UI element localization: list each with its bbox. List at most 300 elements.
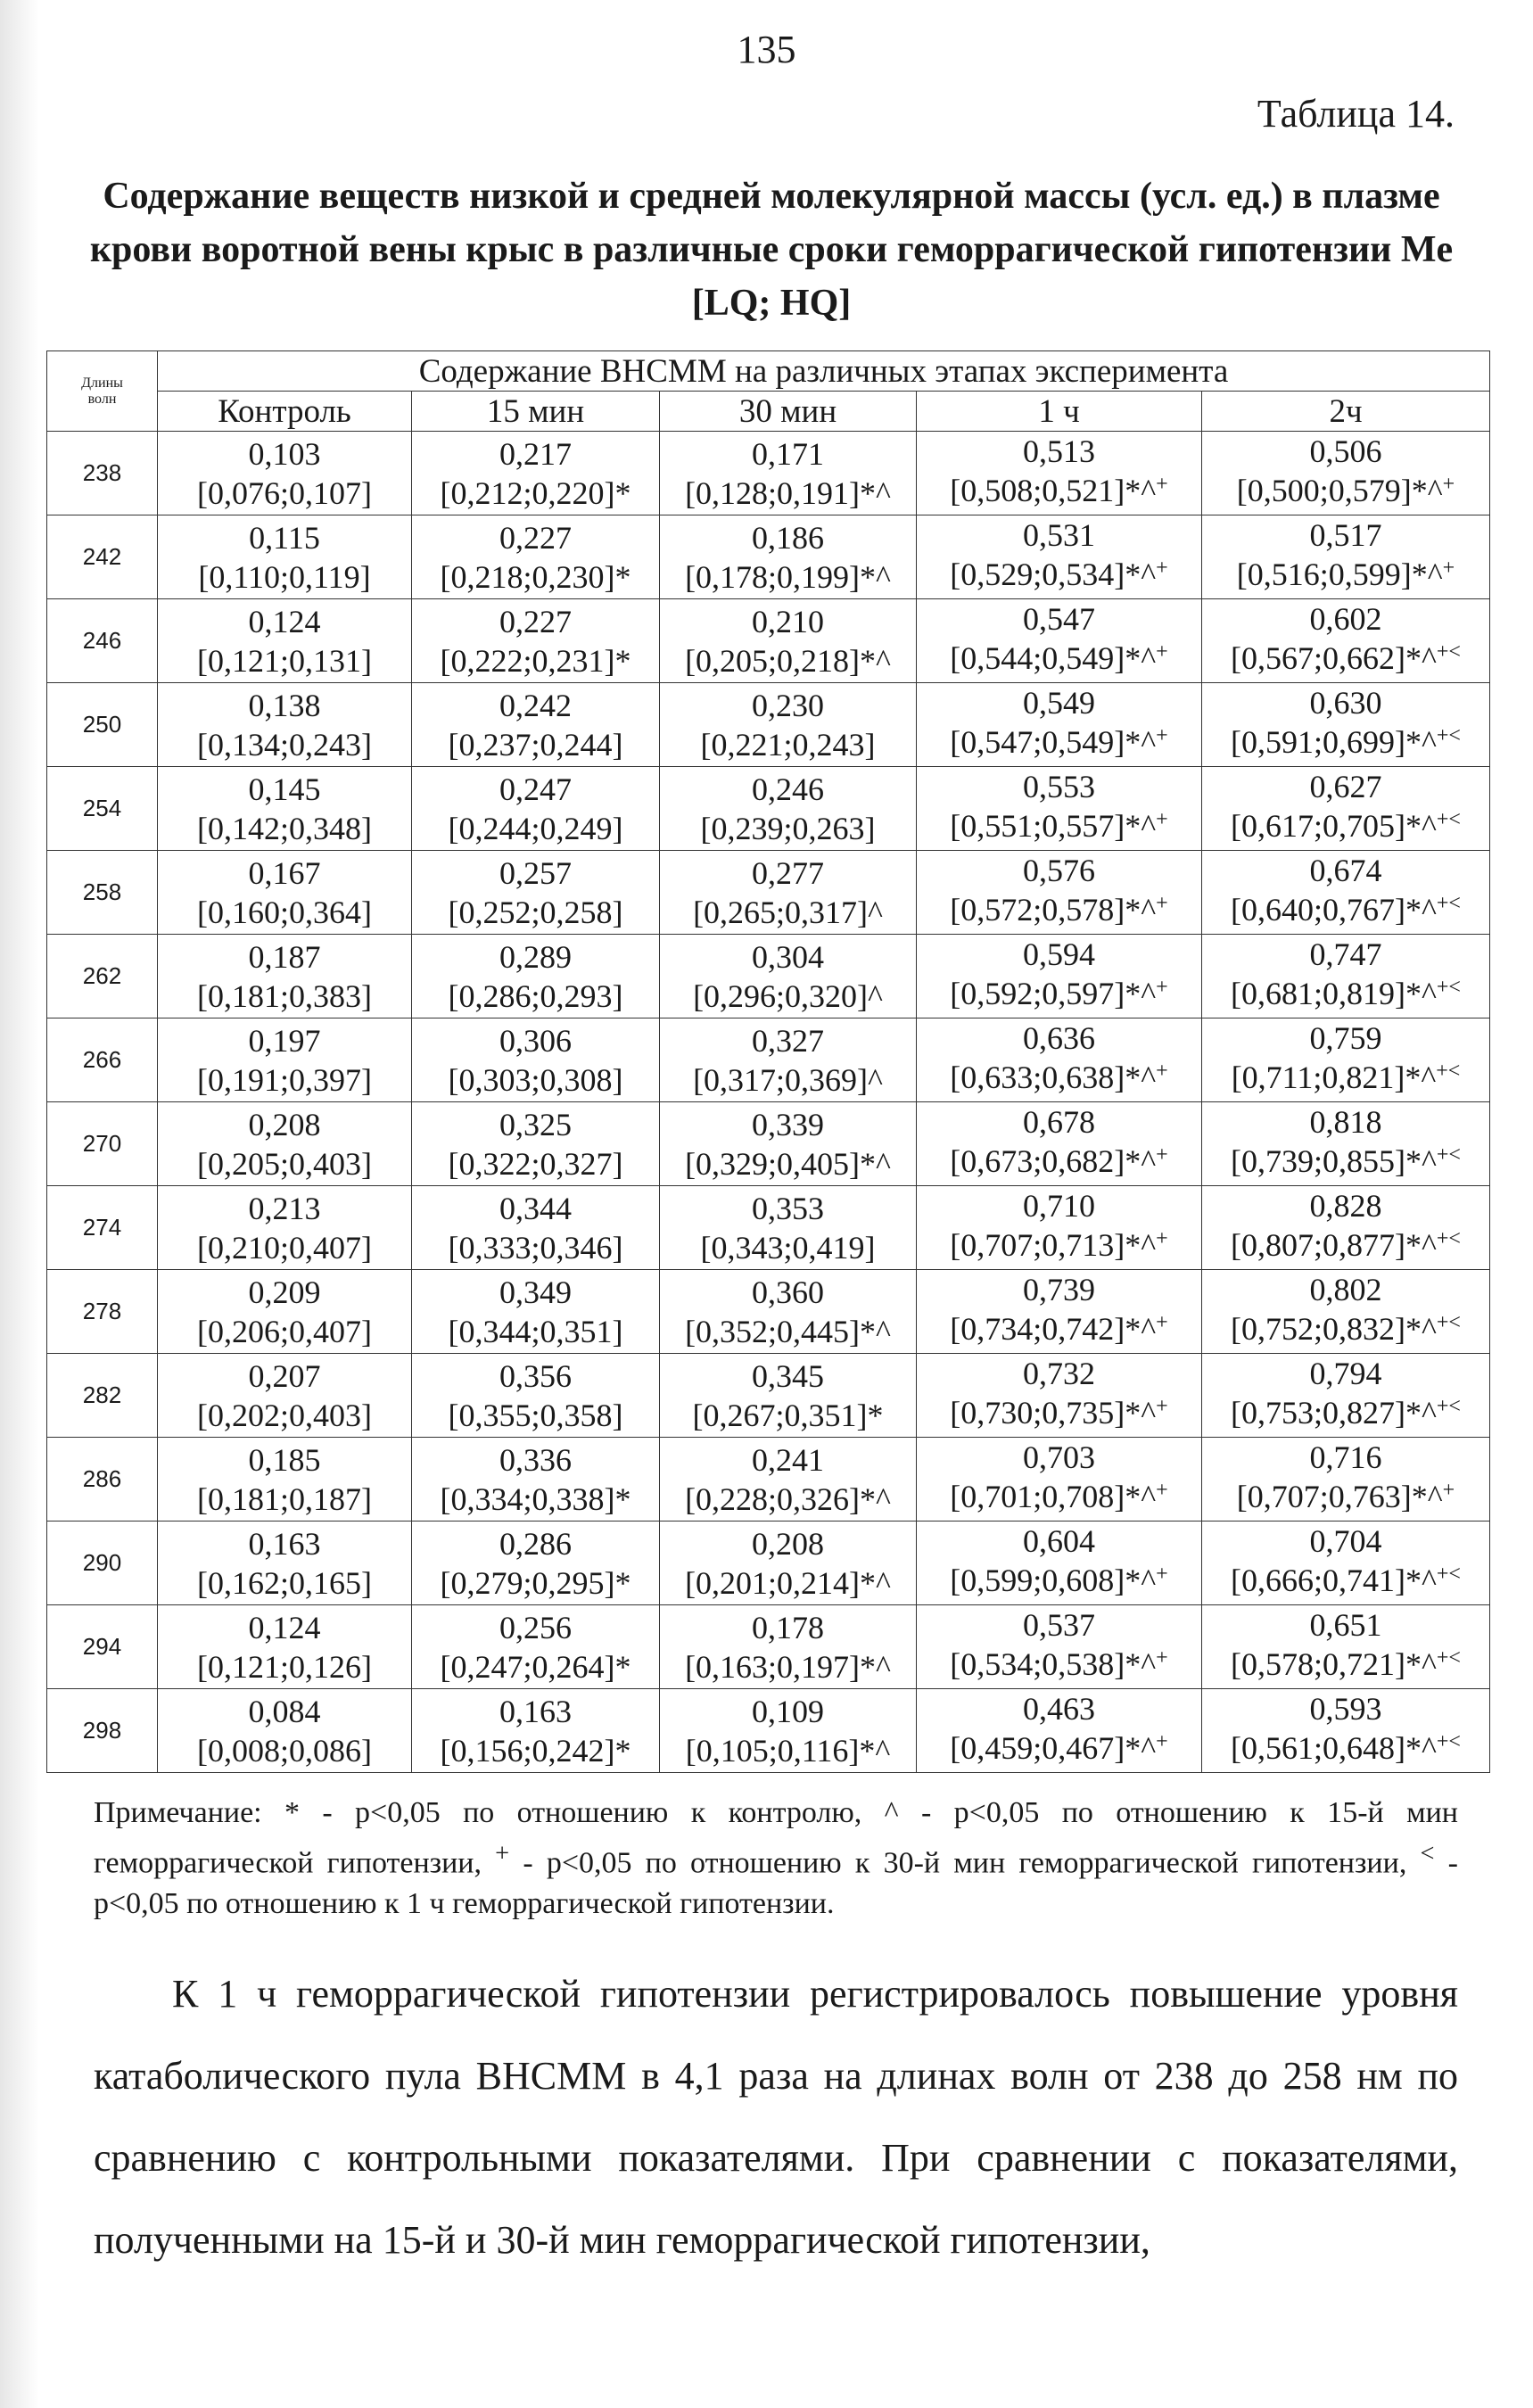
quartile-range-text: [0,701;0,708]*^ bbox=[950, 1479, 1157, 1514]
median-value: 0,704 bbox=[1309, 1523, 1382, 1559]
body-paragraph: К 1 ч геморрагической гипотензии регистрировалось повышение уровня катаболического пула ВНСММ в 4,1 раза на длинах волн от 238 до 258 нм по сравнению с контрольными показателями. При сравнении с показателями, полученными на 15-й и 30-й мин геморрагической гипотензии, bbox=[94, 1972, 1458, 2262]
median-value: 0,537 bbox=[1023, 1607, 1095, 1643]
quartile-range-text: [0,681;0,819]*^ bbox=[1231, 976, 1437, 1011]
median-value: 0,802 bbox=[1309, 1272, 1382, 1307]
median-value: 0,576 bbox=[1023, 853, 1095, 888]
column-header-1h: 1 ч bbox=[917, 392, 1202, 432]
table-row bbox=[47, 1102, 1490, 1186]
value-cell bbox=[1202, 1438, 1490, 1521]
quartile-range bbox=[1202, 722, 1489, 766]
wavelength-cell: 274 bbox=[47, 1186, 158, 1270]
value-cell bbox=[412, 1354, 660, 1438]
column-header-control: Контроль bbox=[158, 392, 412, 432]
quartile-range-text: [0,252;0,258] bbox=[448, 894, 623, 930]
value-cell bbox=[1202, 1018, 1490, 1102]
median-value: 0,594 bbox=[1023, 936, 1095, 972]
median-value: 0,678 bbox=[1023, 1104, 1095, 1140]
value-cell bbox=[412, 1438, 660, 1521]
value-cell bbox=[1202, 1689, 1490, 1773]
value-cell bbox=[660, 851, 917, 935]
median-value: 0,217 bbox=[499, 435, 572, 472]
data-table bbox=[46, 350, 1490, 1773]
quartile-range-text: [0,121;0,131] bbox=[197, 642, 372, 679]
table-note bbox=[94, 1793, 1458, 1925]
quartile-range-text: [0,237;0,244] bbox=[448, 726, 623, 763]
quartile-range bbox=[1202, 471, 1489, 515]
median-value: 0,794 bbox=[1309, 1356, 1382, 1391]
value-cell bbox=[412, 1270, 660, 1354]
median-value: 0,227 bbox=[499, 519, 572, 556]
value-cell bbox=[412, 683, 660, 767]
value-cell bbox=[158, 1102, 412, 1186]
median-value: 0,103 bbox=[248, 435, 321, 472]
quartile-range bbox=[1202, 1645, 1489, 1688]
median-value: 0,513 bbox=[1023, 433, 1095, 469]
significance-marker: +< bbox=[1436, 1143, 1461, 1167]
note-text-3: - р<0,05 по отношению к 1 ч геморрагической гипотензии. bbox=[94, 1846, 1458, 1921]
value-cell bbox=[1202, 1354, 1490, 1438]
quartile-range bbox=[917, 1058, 1201, 1101]
median-value: 0,345 bbox=[752, 1357, 824, 1394]
significance-marker: + bbox=[1156, 1730, 1168, 1753]
note-sup-plus: + bbox=[495, 1840, 510, 1868]
quartile-range-text: [0,547;0,549]*^ bbox=[950, 724, 1157, 760]
value-cell bbox=[917, 515, 1202, 599]
quartile-range-text: [0,508;0,521]*^ bbox=[950, 473, 1157, 508]
value-cell bbox=[917, 1438, 1202, 1521]
quartile-range-text: [0,807;0,877]*^ bbox=[1231, 1227, 1437, 1263]
quartile-range bbox=[412, 1480, 659, 1519]
quartile-range bbox=[660, 1060, 916, 1100]
table-row bbox=[47, 1521, 1490, 1605]
quartile-range-text: [0,711;0,821]*^ bbox=[1231, 1060, 1437, 1095]
significance-marker: + bbox=[1156, 1227, 1168, 1250]
quartile-range-text: [0,500;0,579]*^ bbox=[1236, 473, 1443, 508]
quartile-range-text: [0,666;0,741]*^ bbox=[1231, 1563, 1437, 1598]
quartile-range bbox=[917, 1728, 1201, 1772]
quartile-range bbox=[660, 1480, 916, 1519]
quartile-range-text: [0,228;0,326]*^ bbox=[685, 1480, 891, 1517]
quartile-range-text: [0,244;0,249] bbox=[448, 810, 623, 846]
quartile-range bbox=[158, 1228, 411, 1267]
wavelength-cell: 290 bbox=[47, 1521, 158, 1605]
value-cell bbox=[1202, 599, 1490, 683]
value-cell bbox=[917, 1354, 1202, 1438]
quartile-range bbox=[660, 557, 916, 597]
median-value: 0,124 bbox=[248, 603, 321, 639]
quartile-range bbox=[1202, 555, 1489, 598]
median-value: 0,163 bbox=[248, 1525, 321, 1562]
value-cell bbox=[158, 599, 412, 683]
median-value: 0,207 bbox=[248, 1357, 321, 1394]
quartile-range-text: [0,707;0,713]*^ bbox=[950, 1227, 1157, 1263]
quartile-range-text: [0,516;0,599]*^ bbox=[1236, 557, 1443, 592]
median-value: 0,213 bbox=[248, 1190, 321, 1226]
significance-marker: + bbox=[1156, 640, 1168, 664]
wavelength-cell: 242 bbox=[47, 515, 158, 599]
quartile-range-text: [0,142;0,348] bbox=[197, 810, 372, 846]
quartile-range bbox=[917, 1477, 1201, 1521]
value-cell bbox=[660, 1521, 917, 1605]
significance-marker: + bbox=[1156, 892, 1168, 915]
median-value: 0,246 bbox=[752, 771, 824, 807]
median-value: 0,327 bbox=[752, 1022, 824, 1059]
quartile-range-text: [0,617;0,705]*^ bbox=[1231, 808, 1437, 844]
quartile-range bbox=[660, 1731, 916, 1770]
significance-marker: + bbox=[1156, 1646, 1168, 1670]
wavelength-cell: 250 bbox=[47, 683, 158, 767]
quartile-range-text: [0,239;0,263] bbox=[700, 810, 876, 846]
quartile-range bbox=[158, 725, 411, 764]
quartile-range bbox=[158, 893, 411, 932]
quartile-range bbox=[1202, 1561, 1489, 1604]
quartile-range-text: [0,633;0,638]*^ bbox=[950, 1060, 1157, 1095]
median-value: 0,084 bbox=[248, 1693, 321, 1729]
significance-marker: +< bbox=[1436, 1311, 1461, 1334]
quartile-range bbox=[158, 1563, 411, 1603]
value-cell bbox=[917, 1689, 1202, 1773]
median-value: 0,178 bbox=[752, 1609, 824, 1645]
significance-marker: +< bbox=[1436, 976, 1461, 999]
value-cell bbox=[917, 1102, 1202, 1186]
median-value: 0,732 bbox=[1023, 1356, 1095, 1391]
median-value: 0,286 bbox=[499, 1525, 572, 1562]
median-value: 0,710 bbox=[1023, 1188, 1095, 1224]
quartile-range-text: [0,673;0,682]*^ bbox=[950, 1143, 1157, 1179]
table-row bbox=[47, 767, 1490, 851]
quartile-range-text: [0,247;0,264]* bbox=[440, 1648, 631, 1685]
quartile-range-text: [0,218;0,230]* bbox=[440, 558, 631, 595]
table-row bbox=[47, 935, 1490, 1018]
significance-marker: + bbox=[1442, 1479, 1455, 1502]
value-cell bbox=[158, 1521, 412, 1605]
quartile-range-text: [0,561;0,648]*^ bbox=[1231, 1730, 1437, 1766]
table-label: Таблица 14. bbox=[1257, 92, 1455, 136]
value-cell bbox=[158, 432, 412, 515]
quartile-range-text: [0,163;0,197]*^ bbox=[685, 1648, 891, 1685]
quartile-range bbox=[158, 1396, 411, 1435]
median-value: 0,138 bbox=[248, 687, 321, 723]
median-value: 0,547 bbox=[1023, 601, 1095, 637]
quartile-range-text: [0,181;0,383] bbox=[197, 977, 372, 1014]
median-value: 0,209 bbox=[248, 1274, 321, 1310]
value-cell bbox=[917, 851, 1202, 935]
value-cell bbox=[660, 1102, 917, 1186]
value-cell bbox=[660, 1354, 917, 1438]
quartile-range-text: [0,572;0,578]*^ bbox=[950, 892, 1157, 928]
value-cell bbox=[917, 599, 1202, 683]
quartile-range bbox=[917, 1142, 1201, 1185]
group-header: Содержание ВНСММ на различных этапах эксперимента bbox=[158, 351, 1490, 392]
significance-marker: + bbox=[1442, 473, 1455, 496]
quartile-range bbox=[1202, 639, 1489, 682]
quartile-range-text: [0,329;0,405]*^ bbox=[685, 1145, 891, 1182]
significance-marker: +< bbox=[1436, 1060, 1461, 1083]
value-cell bbox=[660, 767, 917, 851]
significance-marker: +< bbox=[1436, 808, 1461, 831]
value-cell bbox=[660, 599, 917, 683]
quartile-range bbox=[1202, 1142, 1489, 1185]
quartile-range bbox=[412, 1647, 659, 1686]
quartile-range-text: [0,551;0,557]*^ bbox=[950, 808, 1157, 844]
median-value: 0,242 bbox=[499, 687, 572, 723]
median-value: 0,167 bbox=[248, 854, 321, 891]
median-value: 0,630 bbox=[1309, 685, 1382, 721]
median-value: 0,289 bbox=[499, 938, 572, 975]
table-row bbox=[47, 599, 1490, 683]
quartile-range bbox=[917, 806, 1201, 850]
quartile-range-text: [0,459;0,467]*^ bbox=[950, 1730, 1157, 1766]
quartile-range-text: [0,156;0,242]* bbox=[440, 1732, 631, 1769]
wavelength-cell: 278 bbox=[47, 1270, 158, 1354]
value-cell bbox=[412, 1102, 660, 1186]
value-cell bbox=[158, 851, 412, 935]
median-value: 0,651 bbox=[1309, 1607, 1382, 1643]
table-row bbox=[47, 432, 1490, 515]
significance-marker: + bbox=[1156, 724, 1168, 747]
wavelength-cell: 282 bbox=[47, 1354, 158, 1438]
median-value: 0,360 bbox=[752, 1274, 824, 1310]
median-value: 0,256 bbox=[499, 1609, 572, 1645]
value-cell bbox=[158, 1186, 412, 1270]
quartile-range-text: [0,076;0,107] bbox=[197, 474, 372, 511]
value-cell bbox=[412, 432, 660, 515]
value-cell bbox=[412, 851, 660, 935]
quartile-range bbox=[917, 1309, 1201, 1353]
median-value: 0,604 bbox=[1023, 1523, 1095, 1559]
value-cell bbox=[1202, 1186, 1490, 1270]
quartile-range bbox=[412, 809, 659, 848]
quartile-range-text: [0,205;0,403] bbox=[197, 1145, 372, 1182]
value-cell bbox=[412, 1521, 660, 1605]
quartile-range-text: [0,128;0,191]*^ bbox=[685, 474, 891, 511]
quartile-range bbox=[660, 977, 916, 1016]
quartile-range bbox=[660, 1228, 916, 1267]
quartile-range-text: [0,355;0,358] bbox=[448, 1397, 623, 1433]
table-row bbox=[47, 683, 1490, 767]
wavelength-cell: 238 bbox=[47, 432, 158, 515]
table-title: Содержание веществ низкой и средней молекулярной массы (усл. ед.) в плазме крови воротной вены крыс в различные сроки геморрагической гипотензии Me [LQ; HQ] bbox=[89, 176, 1454, 324]
quartile-range-text: [0,352;0,445]*^ bbox=[685, 1313, 891, 1349]
quartile-range-text: [0,534;0,538]*^ bbox=[950, 1646, 1157, 1682]
median-value: 0,747 bbox=[1309, 936, 1382, 972]
value-cell bbox=[412, 599, 660, 683]
median-value: 0,674 bbox=[1309, 853, 1382, 888]
median-value: 0,828 bbox=[1309, 1188, 1382, 1224]
quartile-range bbox=[1202, 1309, 1489, 1353]
median-value: 0,593 bbox=[1309, 1691, 1382, 1727]
significance-marker: +< bbox=[1436, 1395, 1461, 1418]
significance-marker: +< bbox=[1436, 1730, 1461, 1753]
median-value: 0,241 bbox=[752, 1441, 824, 1478]
median-value: 0,304 bbox=[752, 938, 824, 975]
wavelength-cell: 246 bbox=[47, 599, 158, 683]
value-cell bbox=[158, 935, 412, 1018]
significance-marker: + bbox=[1156, 1311, 1168, 1334]
quartile-range bbox=[1202, 890, 1489, 934]
quartile-range bbox=[917, 639, 1201, 682]
value-cell bbox=[158, 515, 412, 599]
table-row bbox=[47, 1270, 1490, 1354]
median-value: 0,227 bbox=[499, 603, 572, 639]
wavelength-cell: 266 bbox=[47, 1018, 158, 1102]
quartile-range bbox=[412, 1144, 659, 1183]
value-cell bbox=[660, 1018, 917, 1102]
quartile-range-text: [0,317;0,369]^ bbox=[693, 1061, 883, 1098]
significance-marker: +< bbox=[1436, 1646, 1461, 1670]
value-cell bbox=[917, 1270, 1202, 1354]
value-cell bbox=[158, 1354, 412, 1438]
quartile-range bbox=[660, 1312, 916, 1351]
median-value: 0,208 bbox=[752, 1525, 824, 1562]
value-cell bbox=[158, 1018, 412, 1102]
wavelength-cell: 298 bbox=[47, 1689, 158, 1773]
quartile-range-text: [0,739;0,855]*^ bbox=[1231, 1143, 1437, 1179]
value-cell bbox=[660, 1438, 917, 1521]
quartile-range bbox=[660, 893, 916, 932]
table-row bbox=[47, 1354, 1490, 1438]
value-cell bbox=[412, 1018, 660, 1102]
quartile-range-text: [0,529;0,534]*^ bbox=[950, 557, 1157, 592]
median-value: 0,186 bbox=[752, 519, 824, 556]
quartile-range bbox=[1202, 1728, 1489, 1772]
quartile-range-text: [0,160;0,364] bbox=[197, 894, 372, 930]
quartile-range bbox=[158, 1144, 411, 1183]
significance-marker: + bbox=[1156, 473, 1168, 496]
value-cell bbox=[1202, 1102, 1490, 1186]
value-cell bbox=[917, 935, 1202, 1018]
median-value: 0,230 bbox=[752, 687, 824, 723]
page-number: 135 bbox=[737, 28, 796, 71]
quartile-range bbox=[1202, 1393, 1489, 1437]
quartile-range-text: [0,279;0,295]* bbox=[440, 1564, 631, 1601]
quartile-range bbox=[158, 1060, 411, 1100]
median-value: 0,602 bbox=[1309, 601, 1382, 637]
quartile-range-text: [0,212;0,220]* bbox=[440, 474, 631, 511]
column-header-15min: 15 мин bbox=[412, 392, 660, 432]
value-cell bbox=[1202, 432, 1490, 515]
value-cell bbox=[917, 767, 1202, 851]
quartile-range bbox=[917, 974, 1201, 1018]
median-value: 0,145 bbox=[248, 771, 321, 807]
quartile-range-text: [0,267;0,351]* bbox=[692, 1397, 884, 1433]
table-row bbox=[47, 1438, 1490, 1521]
quartile-range-text: [0,206;0,407] bbox=[197, 1313, 372, 1349]
significance-marker: + bbox=[1156, 808, 1168, 831]
value-cell bbox=[412, 767, 660, 851]
quartile-range-text: [0,105;0,116]*^ bbox=[685, 1732, 891, 1769]
value-cell bbox=[917, 432, 1202, 515]
quartile-range-text: [0,734;0,742]*^ bbox=[950, 1311, 1157, 1347]
quartile-range-text: [0,544;0,549]*^ bbox=[950, 640, 1157, 676]
quartile-range-text: [0,752;0,832]*^ bbox=[1231, 1311, 1437, 1347]
quartile-range bbox=[412, 1396, 659, 1435]
quartile-range bbox=[1202, 974, 1489, 1018]
wavelength-header-line1: Длины bbox=[81, 375, 123, 391]
median-value: 0,703 bbox=[1023, 1439, 1095, 1475]
quartile-range bbox=[917, 555, 1201, 598]
median-value: 0,339 bbox=[752, 1106, 824, 1142]
quartile-range bbox=[412, 1060, 659, 1100]
value-cell bbox=[158, 767, 412, 851]
value-cell bbox=[917, 1018, 1202, 1102]
median-value: 0,208 bbox=[248, 1106, 321, 1142]
quartile-range bbox=[158, 557, 411, 597]
quartile-range bbox=[917, 1645, 1201, 1688]
quartile-range-text: [0,334;0,338]* bbox=[440, 1480, 631, 1517]
median-value: 0,336 bbox=[499, 1441, 572, 1478]
quartile-range-text: [0,344;0,351] bbox=[448, 1313, 623, 1349]
quartile-range bbox=[917, 722, 1201, 766]
median-value: 0,549 bbox=[1023, 685, 1095, 721]
median-value: 0,349 bbox=[499, 1274, 572, 1310]
significance-marker: + bbox=[1156, 1479, 1168, 1502]
note-sup-less: < bbox=[1420, 1840, 1435, 1868]
wavelength-cell: 286 bbox=[47, 1438, 158, 1521]
wavelength-cell: 258 bbox=[47, 851, 158, 935]
table-row bbox=[47, 851, 1490, 935]
quartile-range bbox=[158, 474, 411, 513]
value-cell bbox=[412, 1186, 660, 1270]
median-value: 0,531 bbox=[1023, 517, 1095, 553]
significance-marker: + bbox=[1156, 976, 1168, 999]
median-value: 0,759 bbox=[1309, 1020, 1382, 1056]
median-value: 0,197 bbox=[248, 1022, 321, 1059]
significance-marker: +< bbox=[1436, 892, 1461, 915]
value-cell bbox=[1202, 1605, 1490, 1689]
note-text-2: - р<0,05 по отношению к 30-й мин геморрагической гипотензии, bbox=[509, 1846, 1421, 1880]
quartile-range-text: [0,134;0,243] bbox=[197, 726, 372, 763]
quartile-range-text: [0,191;0,397] bbox=[197, 1061, 372, 1098]
quartile-range bbox=[412, 641, 659, 680]
significance-marker: +< bbox=[1436, 1227, 1461, 1250]
quartile-range-text: [0,222;0,231]* bbox=[440, 642, 631, 679]
wavelength-header-line2: волн bbox=[87, 391, 117, 407]
quartile-range bbox=[1202, 1225, 1489, 1269]
column-header-30min: 30 мин bbox=[660, 392, 917, 432]
quartile-range bbox=[158, 809, 411, 848]
wavelength-header bbox=[47, 351, 158, 432]
median-value: 0,818 bbox=[1309, 1104, 1382, 1140]
value-cell bbox=[1202, 767, 1490, 851]
quartile-range-text: [0,162;0,165] bbox=[197, 1564, 372, 1601]
median-value: 0,463 bbox=[1023, 1691, 1095, 1727]
quartile-range bbox=[660, 725, 916, 764]
quartile-range bbox=[917, 471, 1201, 515]
quartile-range-text: [0,296;0,320]^ bbox=[693, 977, 883, 1014]
significance-marker: + bbox=[1156, 557, 1168, 580]
quartile-range-text: [0,567;0,662]*^ bbox=[1231, 640, 1437, 676]
quartile-range-text: [0,707;0,763]*^ bbox=[1236, 1479, 1443, 1514]
quartile-range-text: [0,286;0,293] bbox=[448, 977, 623, 1014]
quartile-range-text: [0,599;0,608]*^ bbox=[950, 1563, 1157, 1598]
quartile-range-text: [0,592;0,597]*^ bbox=[950, 976, 1157, 1011]
value-cell bbox=[1202, 1521, 1490, 1605]
wavelength-cell: 254 bbox=[47, 767, 158, 851]
quartile-range-text: [0,205;0,218]*^ bbox=[685, 642, 891, 679]
value-cell bbox=[158, 1689, 412, 1773]
quartile-range-text: [0,008;0,086] bbox=[197, 1732, 372, 1769]
median-value: 0,353 bbox=[752, 1190, 824, 1226]
median-value: 0,257 bbox=[499, 854, 572, 891]
quartile-range bbox=[158, 1312, 411, 1351]
median-value: 0,325 bbox=[499, 1106, 572, 1142]
quartile-range-text: [0,343;0,419] bbox=[700, 1229, 876, 1266]
significance-marker: + bbox=[1156, 1563, 1168, 1586]
quartile-range bbox=[412, 1563, 659, 1603]
median-value: 0,210 bbox=[752, 603, 824, 639]
quartile-range-text: [0,121;0,126] bbox=[197, 1648, 372, 1685]
